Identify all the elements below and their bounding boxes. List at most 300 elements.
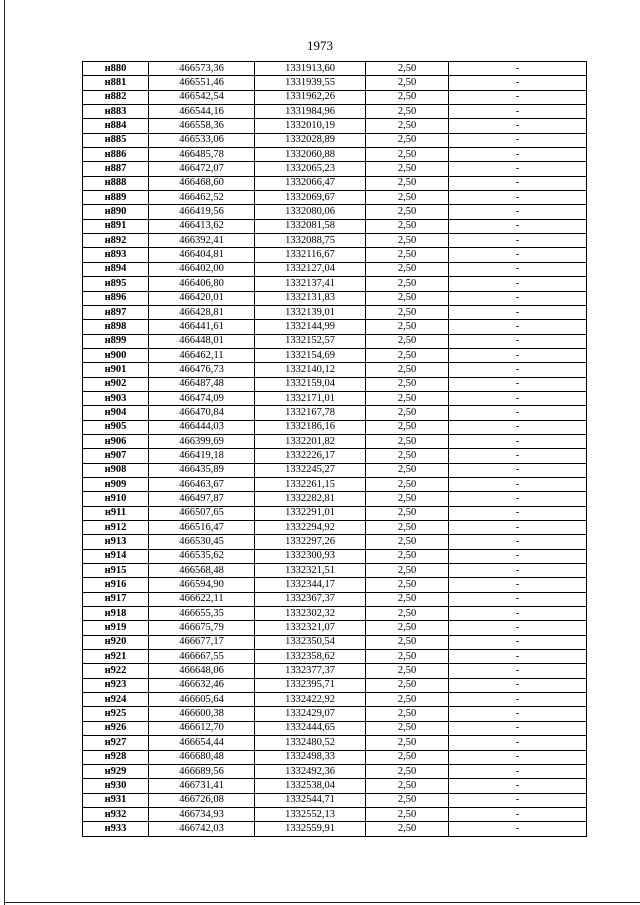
- note-cell: -: [449, 62, 587, 76]
- note-cell: -: [449, 764, 587, 778]
- point-id-cell: н900: [83, 348, 149, 362]
- point-id-cell: н913: [83, 535, 149, 549]
- table-row: [83, 607, 587, 621]
- x-coordinate-cell: 466605,64: [149, 693, 255, 707]
- point-id-cell: н891: [83, 219, 149, 233]
- point-id-cell: н904: [83, 406, 149, 420]
- y-coordinate-cell: 1332302,32: [255, 607, 366, 621]
- value-cell: 2,50: [366, 162, 449, 176]
- x-coordinate-cell: 466632,46: [149, 678, 255, 692]
- x-coordinate-cell: 466406,80: [149, 277, 255, 291]
- table-row: [83, 477, 587, 491]
- value-cell: 2,50: [366, 721, 449, 735]
- note-cell: -: [449, 750, 587, 764]
- value-cell: 2,50: [366, 477, 449, 491]
- point-id-cell: н890: [83, 205, 149, 219]
- point-id-cell: н892: [83, 234, 149, 248]
- point-id-cell: н911: [83, 506, 149, 520]
- value-cell: 2,50: [366, 377, 449, 391]
- x-coordinate-cell: 466413,62: [149, 219, 255, 233]
- point-id-cell: н921: [83, 650, 149, 664]
- y-coordinate-cell: 1332350,54: [255, 635, 366, 649]
- note-cell: -: [449, 564, 587, 578]
- x-coordinate-cell: 466462,11: [149, 348, 255, 362]
- note-cell: -: [449, 449, 587, 463]
- value-cell: 2,50: [366, 449, 449, 463]
- note-cell: -: [449, 535, 587, 549]
- value-cell: 2,50: [366, 76, 449, 90]
- y-coordinate-cell: 1331984,96: [255, 105, 366, 119]
- point-id-cell: н881: [83, 76, 149, 90]
- table-row: [83, 348, 587, 362]
- table-row: [83, 420, 587, 434]
- note-cell: -: [449, 262, 587, 276]
- x-coordinate-cell: 466444,03: [149, 420, 255, 434]
- coordinates-table: [82, 61, 587, 837]
- y-coordinate-cell: 1332028,89: [255, 133, 366, 147]
- note-cell: -: [449, 678, 587, 692]
- point-id-cell: н925: [83, 707, 149, 721]
- value-cell: 2,50: [366, 736, 449, 750]
- table-row: [83, 148, 587, 162]
- note-cell: -: [449, 176, 587, 190]
- x-coordinate-cell: 466655,35: [149, 607, 255, 621]
- value-cell: 2,50: [366, 578, 449, 592]
- note-cell: -: [449, 650, 587, 664]
- y-coordinate-cell: 1332395,71: [255, 678, 366, 692]
- value-cell: 2,50: [366, 348, 449, 362]
- table-row: [83, 90, 587, 104]
- table-row: [83, 564, 587, 578]
- point-id-cell: н920: [83, 635, 149, 649]
- note-cell: -: [449, 391, 587, 405]
- point-id-cell: н931: [83, 793, 149, 807]
- y-coordinate-cell: 1332358,62: [255, 650, 366, 664]
- table-row: [83, 406, 587, 420]
- table-row: [83, 521, 587, 535]
- value-cell: 2,50: [366, 277, 449, 291]
- point-id-cell: н916: [83, 578, 149, 592]
- note-cell: -: [449, 521, 587, 535]
- y-coordinate-cell: 1332159,04: [255, 377, 366, 391]
- x-coordinate-cell: 466542,54: [149, 90, 255, 104]
- x-coordinate-cell: 466677,17: [149, 635, 255, 649]
- note-cell: -: [449, 119, 587, 133]
- x-coordinate-cell: 466675,79: [149, 621, 255, 635]
- table-row: [83, 635, 587, 649]
- note-cell: -: [449, 133, 587, 147]
- table-row: [83, 434, 587, 448]
- point-id-cell: н896: [83, 291, 149, 305]
- point-id-cell: н905: [83, 420, 149, 434]
- y-coordinate-cell: 1332492,36: [255, 764, 366, 778]
- point-id-cell: н919: [83, 621, 149, 635]
- y-coordinate-cell: 1332116,67: [255, 248, 366, 262]
- point-id-cell: н926: [83, 721, 149, 735]
- note-cell: -: [449, 162, 587, 176]
- value-cell: 2,50: [366, 191, 449, 205]
- table-row: [83, 664, 587, 678]
- y-coordinate-cell: 1332226,17: [255, 449, 366, 463]
- page-number: 1973: [307, 38, 333, 53]
- note-cell: -: [449, 305, 587, 319]
- note-cell: -: [449, 219, 587, 233]
- note-cell: -: [449, 277, 587, 291]
- note-cell: -: [449, 90, 587, 104]
- value-cell: 2,50: [366, 764, 449, 778]
- note-cell: -: [449, 506, 587, 520]
- x-coordinate-cell: 466462,52: [149, 191, 255, 205]
- note-cell: -: [449, 76, 587, 90]
- point-id-cell: н917: [83, 592, 149, 606]
- note-cell: -: [449, 434, 587, 448]
- x-coordinate-cell: 466573,36: [149, 62, 255, 76]
- y-coordinate-cell: 1331913,60: [255, 62, 366, 76]
- y-coordinate-cell: 1332261,15: [255, 477, 366, 491]
- point-id-cell: н906: [83, 434, 149, 448]
- y-coordinate-cell: 1332377,37: [255, 664, 366, 678]
- y-coordinate-cell: 1332152,57: [255, 334, 366, 348]
- note-cell: -: [449, 822, 587, 836]
- table-row: [83, 363, 587, 377]
- table-row: [83, 650, 587, 664]
- value-cell: 2,50: [366, 793, 449, 807]
- point-id-cell: н910: [83, 492, 149, 506]
- x-coordinate-cell: 466600,38: [149, 707, 255, 721]
- value-cell: 2,50: [366, 90, 449, 104]
- point-id-cell: н930: [83, 779, 149, 793]
- value-cell: 2,50: [366, 305, 449, 319]
- value-cell: 2,50: [366, 635, 449, 649]
- value-cell: 2,50: [366, 678, 449, 692]
- table-row: [83, 133, 587, 147]
- note-cell: -: [449, 191, 587, 205]
- table-row: [83, 793, 587, 807]
- table-row: [83, 592, 587, 606]
- y-coordinate-cell: 1332066,47: [255, 176, 366, 190]
- value-cell: 2,50: [366, 621, 449, 635]
- point-id-cell: н927: [83, 736, 149, 750]
- table-row: [83, 578, 587, 592]
- value-cell: 2,50: [366, 549, 449, 563]
- y-coordinate-cell: 1332137,41: [255, 277, 366, 291]
- value-cell: 2,50: [366, 564, 449, 578]
- point-id-cell: н901: [83, 363, 149, 377]
- point-id-cell: н907: [83, 449, 149, 463]
- y-coordinate-cell: 1332480,52: [255, 736, 366, 750]
- x-coordinate-cell: 466463,67: [149, 477, 255, 491]
- table-row: [83, 693, 587, 707]
- point-id-cell: н909: [83, 477, 149, 491]
- point-id-cell: н912: [83, 521, 149, 535]
- table-row: [83, 779, 587, 793]
- value-cell: 2,50: [366, 205, 449, 219]
- table-row: [83, 76, 587, 90]
- note-cell: -: [449, 793, 587, 807]
- note-cell: -: [449, 148, 587, 162]
- x-coordinate-cell: 466468,60: [149, 176, 255, 190]
- y-coordinate-cell: 1332444,65: [255, 721, 366, 735]
- table-row: [83, 549, 587, 563]
- y-coordinate-cell: 1332139,01: [255, 305, 366, 319]
- value-cell: 2,50: [366, 506, 449, 520]
- table-row: [83, 176, 587, 190]
- value-cell: 2,50: [366, 176, 449, 190]
- point-id-cell: н929: [83, 764, 149, 778]
- y-coordinate-cell: 1332321,51: [255, 564, 366, 578]
- table-row: [83, 449, 587, 463]
- y-coordinate-cell: 1332065,23: [255, 162, 366, 176]
- x-coordinate-cell: 466470,84: [149, 406, 255, 420]
- value-cell: 2,50: [366, 592, 449, 606]
- x-coordinate-cell: 466507,65: [149, 506, 255, 520]
- x-coordinate-cell: 466497,87: [149, 492, 255, 506]
- x-coordinate-cell: 466435,89: [149, 463, 255, 477]
- table-row: [83, 234, 587, 248]
- table-row: [83, 807, 587, 821]
- y-coordinate-cell: 1332154,69: [255, 348, 366, 362]
- page-edge-bottom: [4, 902, 640, 903]
- value-cell: 2,50: [366, 434, 449, 448]
- table-row: [83, 750, 587, 764]
- value-cell: 2,50: [366, 807, 449, 821]
- y-coordinate-cell: 1331939,55: [255, 76, 366, 90]
- point-id-cell: н895: [83, 277, 149, 291]
- value-cell: 2,50: [366, 234, 449, 248]
- y-coordinate-cell: 1332081,58: [255, 219, 366, 233]
- x-coordinate-cell: 466472,07: [149, 162, 255, 176]
- table-row: [83, 205, 587, 219]
- value-cell: 2,50: [366, 822, 449, 836]
- value-cell: 2,50: [366, 535, 449, 549]
- table-row: [83, 305, 587, 319]
- note-cell: -: [449, 549, 587, 563]
- note-cell: -: [449, 807, 587, 821]
- x-coordinate-cell: 466392,41: [149, 234, 255, 248]
- y-coordinate-cell: 1332321,07: [255, 621, 366, 635]
- x-coordinate-cell: 466648,06: [149, 664, 255, 678]
- point-id-cell: н918: [83, 607, 149, 621]
- note-cell: -: [449, 406, 587, 420]
- y-coordinate-cell: 1332080,06: [255, 205, 366, 219]
- point-id-cell: н889: [83, 191, 149, 205]
- table-row: [83, 621, 587, 635]
- x-coordinate-cell: 466530,45: [149, 535, 255, 549]
- value-cell: 2,50: [366, 779, 449, 793]
- note-cell: -: [449, 320, 587, 334]
- y-coordinate-cell: 1332544,71: [255, 793, 366, 807]
- table-row: [83, 822, 587, 836]
- point-id-cell: н908: [83, 463, 149, 477]
- y-coordinate-cell: 1332144,99: [255, 320, 366, 334]
- x-coordinate-cell: 466428,81: [149, 305, 255, 319]
- y-coordinate-cell: 1332010,19: [255, 119, 366, 133]
- y-coordinate-cell: 1332131,83: [255, 291, 366, 305]
- point-id-cell: н886: [83, 148, 149, 162]
- value-cell: 2,50: [366, 363, 449, 377]
- y-coordinate-cell: 1332282,81: [255, 492, 366, 506]
- point-id-cell: н880: [83, 62, 149, 76]
- x-coordinate-cell: 466476,73: [149, 363, 255, 377]
- table-row: [83, 463, 587, 477]
- point-id-cell: н933: [83, 822, 149, 836]
- value-cell: 2,50: [366, 119, 449, 133]
- point-id-cell: н914: [83, 549, 149, 563]
- table-row: [83, 492, 587, 506]
- coordinates-table-body: [83, 62, 587, 837]
- note-cell: -: [449, 592, 587, 606]
- x-coordinate-cell: 466487,48: [149, 377, 255, 391]
- point-id-cell: н922: [83, 664, 149, 678]
- point-id-cell: н928: [83, 750, 149, 764]
- table-row: [83, 707, 587, 721]
- y-coordinate-cell: 1332127,04: [255, 262, 366, 276]
- note-cell: -: [449, 348, 587, 362]
- table-row: [83, 678, 587, 692]
- x-coordinate-cell: 466689,56: [149, 764, 255, 778]
- x-coordinate-cell: 466399,69: [149, 434, 255, 448]
- x-coordinate-cell: 466441,61: [149, 320, 255, 334]
- table-row: [83, 721, 587, 735]
- y-coordinate-cell: 1332201,82: [255, 434, 366, 448]
- x-coordinate-cell: 466558,36: [149, 119, 255, 133]
- x-coordinate-cell: 466419,56: [149, 205, 255, 219]
- value-cell: 2,50: [366, 750, 449, 764]
- y-coordinate-cell: 1332060,88: [255, 148, 366, 162]
- note-cell: -: [449, 721, 587, 735]
- point-id-cell: н899: [83, 334, 149, 348]
- value-cell: 2,50: [366, 105, 449, 119]
- table-row: [83, 262, 587, 276]
- value-cell: 2,50: [366, 664, 449, 678]
- value-cell: 2,50: [366, 707, 449, 721]
- point-id-cell: н894: [83, 262, 149, 276]
- table-row: [83, 219, 587, 233]
- x-coordinate-cell: 466726,08: [149, 793, 255, 807]
- y-coordinate-cell: 1332245,27: [255, 463, 366, 477]
- y-coordinate-cell: 1332422,92: [255, 693, 366, 707]
- value-cell: 2,50: [366, 262, 449, 276]
- value-cell: 2,50: [366, 693, 449, 707]
- x-coordinate-cell: 466594,90: [149, 578, 255, 592]
- x-coordinate-cell: 466419,18: [149, 449, 255, 463]
- x-coordinate-cell: 466654,44: [149, 736, 255, 750]
- value-cell: 2,50: [366, 492, 449, 506]
- value-cell: 2,50: [366, 320, 449, 334]
- note-cell: -: [449, 707, 587, 721]
- y-coordinate-cell: 1332300,93: [255, 549, 366, 563]
- y-coordinate-cell: 1332140,12: [255, 363, 366, 377]
- note-cell: -: [449, 334, 587, 348]
- x-coordinate-cell: 466535,62: [149, 549, 255, 563]
- x-coordinate-cell: 466533,06: [149, 133, 255, 147]
- table-row: [83, 320, 587, 334]
- table-row: [83, 277, 587, 291]
- x-coordinate-cell: 466448,01: [149, 334, 255, 348]
- note-cell: -: [449, 779, 587, 793]
- table-row: [83, 248, 587, 262]
- x-coordinate-cell: 466680,48: [149, 750, 255, 764]
- table-row: [83, 119, 587, 133]
- note-cell: -: [449, 105, 587, 119]
- note-cell: -: [449, 420, 587, 434]
- note-cell: -: [449, 635, 587, 649]
- y-coordinate-cell: 1332186,16: [255, 420, 366, 434]
- value-cell: 2,50: [366, 248, 449, 262]
- y-coordinate-cell: 1332291,01: [255, 506, 366, 520]
- table-row: [83, 334, 587, 348]
- table-row: [83, 391, 587, 405]
- x-coordinate-cell: 466667,55: [149, 650, 255, 664]
- value-cell: 2,50: [366, 406, 449, 420]
- value-cell: 2,50: [366, 463, 449, 477]
- value-cell: 2,50: [366, 391, 449, 405]
- note-cell: -: [449, 607, 587, 621]
- point-id-cell: н903: [83, 391, 149, 405]
- value-cell: 2,50: [366, 219, 449, 233]
- table-row: [83, 506, 587, 520]
- note-cell: -: [449, 248, 587, 262]
- note-cell: -: [449, 492, 587, 506]
- table-row: [83, 291, 587, 305]
- note-cell: -: [449, 363, 587, 377]
- table-row: [83, 105, 587, 119]
- y-coordinate-cell: 1332297,26: [255, 535, 366, 549]
- x-coordinate-cell: 466568,48: [149, 564, 255, 578]
- value-cell: 2,50: [366, 420, 449, 434]
- y-coordinate-cell: 1332171,01: [255, 391, 366, 405]
- x-coordinate-cell: 466485,78: [149, 148, 255, 162]
- point-id-cell: н893: [83, 248, 149, 262]
- table-row: [83, 764, 587, 778]
- point-id-cell: н887: [83, 162, 149, 176]
- x-coordinate-cell: 466404,81: [149, 248, 255, 262]
- y-coordinate-cell: 1332294,92: [255, 521, 366, 535]
- table-row: [83, 736, 587, 750]
- note-cell: -: [449, 205, 587, 219]
- note-cell: -: [449, 736, 587, 750]
- x-coordinate-cell: 466731,41: [149, 779, 255, 793]
- point-id-cell: н898: [83, 320, 149, 334]
- point-id-cell: н902: [83, 377, 149, 391]
- point-id-cell: н884: [83, 119, 149, 133]
- page-edge-left: [4, 0, 5, 905]
- point-id-cell: н915: [83, 564, 149, 578]
- x-coordinate-cell: 466516,47: [149, 521, 255, 535]
- point-id-cell: н885: [83, 133, 149, 147]
- x-coordinate-cell: 466612,70: [149, 721, 255, 735]
- value-cell: 2,50: [366, 291, 449, 305]
- note-cell: -: [449, 664, 587, 678]
- x-coordinate-cell: 466474,09: [149, 391, 255, 405]
- table-row: [83, 191, 587, 205]
- value-cell: 2,50: [366, 148, 449, 162]
- table-row: [83, 535, 587, 549]
- x-coordinate-cell: 466551,46: [149, 76, 255, 90]
- note-cell: -: [449, 578, 587, 592]
- x-coordinate-cell: 466420,01: [149, 291, 255, 305]
- table-row: [83, 62, 587, 76]
- value-cell: 2,50: [366, 62, 449, 76]
- y-coordinate-cell: 1332069,67: [255, 191, 366, 205]
- point-id-cell: н883: [83, 105, 149, 119]
- table-row: [83, 162, 587, 176]
- point-id-cell: н932: [83, 807, 149, 821]
- y-coordinate-cell: 1332167,78: [255, 406, 366, 420]
- point-id-cell: н888: [83, 176, 149, 190]
- value-cell: 2,50: [366, 650, 449, 664]
- y-coordinate-cell: 1332552,13: [255, 807, 366, 821]
